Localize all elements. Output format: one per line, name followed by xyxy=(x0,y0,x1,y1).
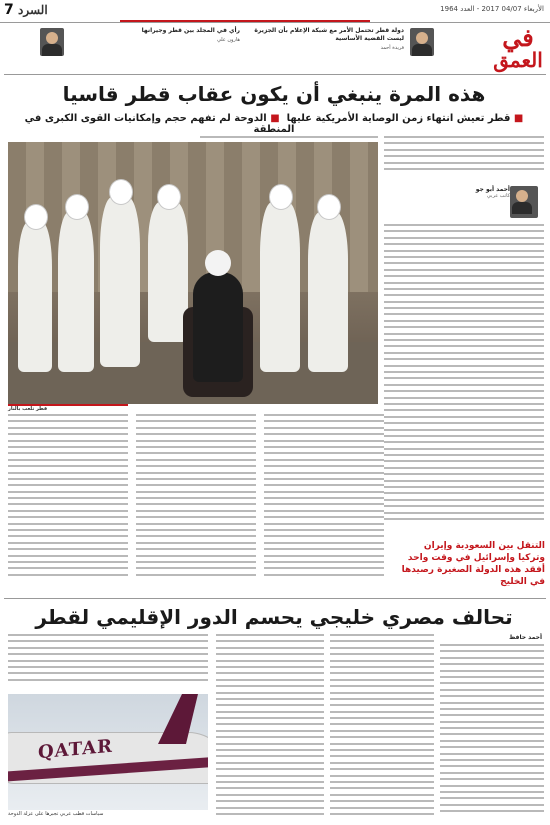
caption-accent xyxy=(8,404,128,406)
masthead-line2: العمق xyxy=(493,48,543,72)
airline-logo: QATAR xyxy=(38,735,113,764)
article1-subhead-b: الدوحة لم تفهم حجم وإمكانيات القوى الكبرى في المنطقة xyxy=(24,113,295,135)
issue-date: الأربعاء 04/07 2017 - العدد 1964 xyxy=(440,5,544,13)
article1-main-photo xyxy=(8,142,378,404)
article2-photo xyxy=(8,694,208,810)
article1-column-b xyxy=(136,414,256,580)
masthead-line1: في xyxy=(502,23,534,52)
teaser-left[interactable] xyxy=(70,27,240,43)
page-number: 7 xyxy=(4,2,14,18)
article2-photo-caption: سياسات قطب عربي تجبرها على عزلة الدوحة xyxy=(8,811,104,817)
brand-logo: السرد xyxy=(18,3,48,17)
teaser-left-text: رأي في المجلد بين قطر وجيرانها xyxy=(141,27,240,34)
sidebar-headline: التنقل بين السعودية وإيران وتركيا وإسرائيل في وقت واحد أفقد هذه الدولة الصغيرة رصيدها في الخليج xyxy=(401,541,545,587)
article2-column-3 xyxy=(216,634,324,819)
article1-author-name: أحمد أبو جو xyxy=(475,186,510,193)
article2-author-name: أحمد حافظ xyxy=(509,634,542,641)
article1-author xyxy=(476,186,510,199)
teaser-right-text: دولة قطر تحتمل الأمر مع شبكة الإعلام بأن الجزيرة ليست القضية الأساسية xyxy=(254,27,404,42)
article2-headline[interactable]: تحالف مصري خليجي يحسم الدور الإقليمي لقطر xyxy=(35,605,513,629)
article1-column-a xyxy=(8,414,128,580)
article1-author-role: كاتب عربي xyxy=(486,193,510,199)
article1-photo-caption: قطر تلعب بالنار xyxy=(8,406,48,412)
article1-headline[interactable]: هذه المرة ينبغي أن يكون عقاب قطر قاسيا xyxy=(62,82,486,106)
article1-subhead-a: قطر تعيش انتهاء زمن الوصاية الأمريكية عليها xyxy=(286,113,511,124)
article2-column-1 xyxy=(440,644,544,817)
article1-intro-text xyxy=(384,136,544,174)
article2-column-4 xyxy=(8,634,208,685)
teaser-right[interactable] xyxy=(254,27,404,51)
article2-author xyxy=(509,634,542,641)
author-photo xyxy=(510,186,538,218)
divider xyxy=(4,74,546,75)
section-masthead xyxy=(492,23,544,72)
teaser-left-byline: هارون علي xyxy=(216,37,240,43)
article1-column-right xyxy=(384,224,544,524)
header-divider xyxy=(120,20,370,22)
article1-subheads: ■ قطر تعيش انتهاء زمن الوصاية الأمريكية عليها ■ الدوحة لم تفهم حجم وإمكانيات القوى الكبرى في المنطقة xyxy=(24,113,524,135)
divider xyxy=(4,598,546,599)
top-bar xyxy=(0,0,550,23)
columnist-photo xyxy=(410,28,434,56)
sidebar-pullquote xyxy=(395,540,545,600)
article2-column-2 xyxy=(330,634,434,819)
columnist-photo xyxy=(40,28,64,56)
teaser-right-byline: فريدة أحمد xyxy=(380,45,404,51)
article1-column-c xyxy=(264,414,384,580)
